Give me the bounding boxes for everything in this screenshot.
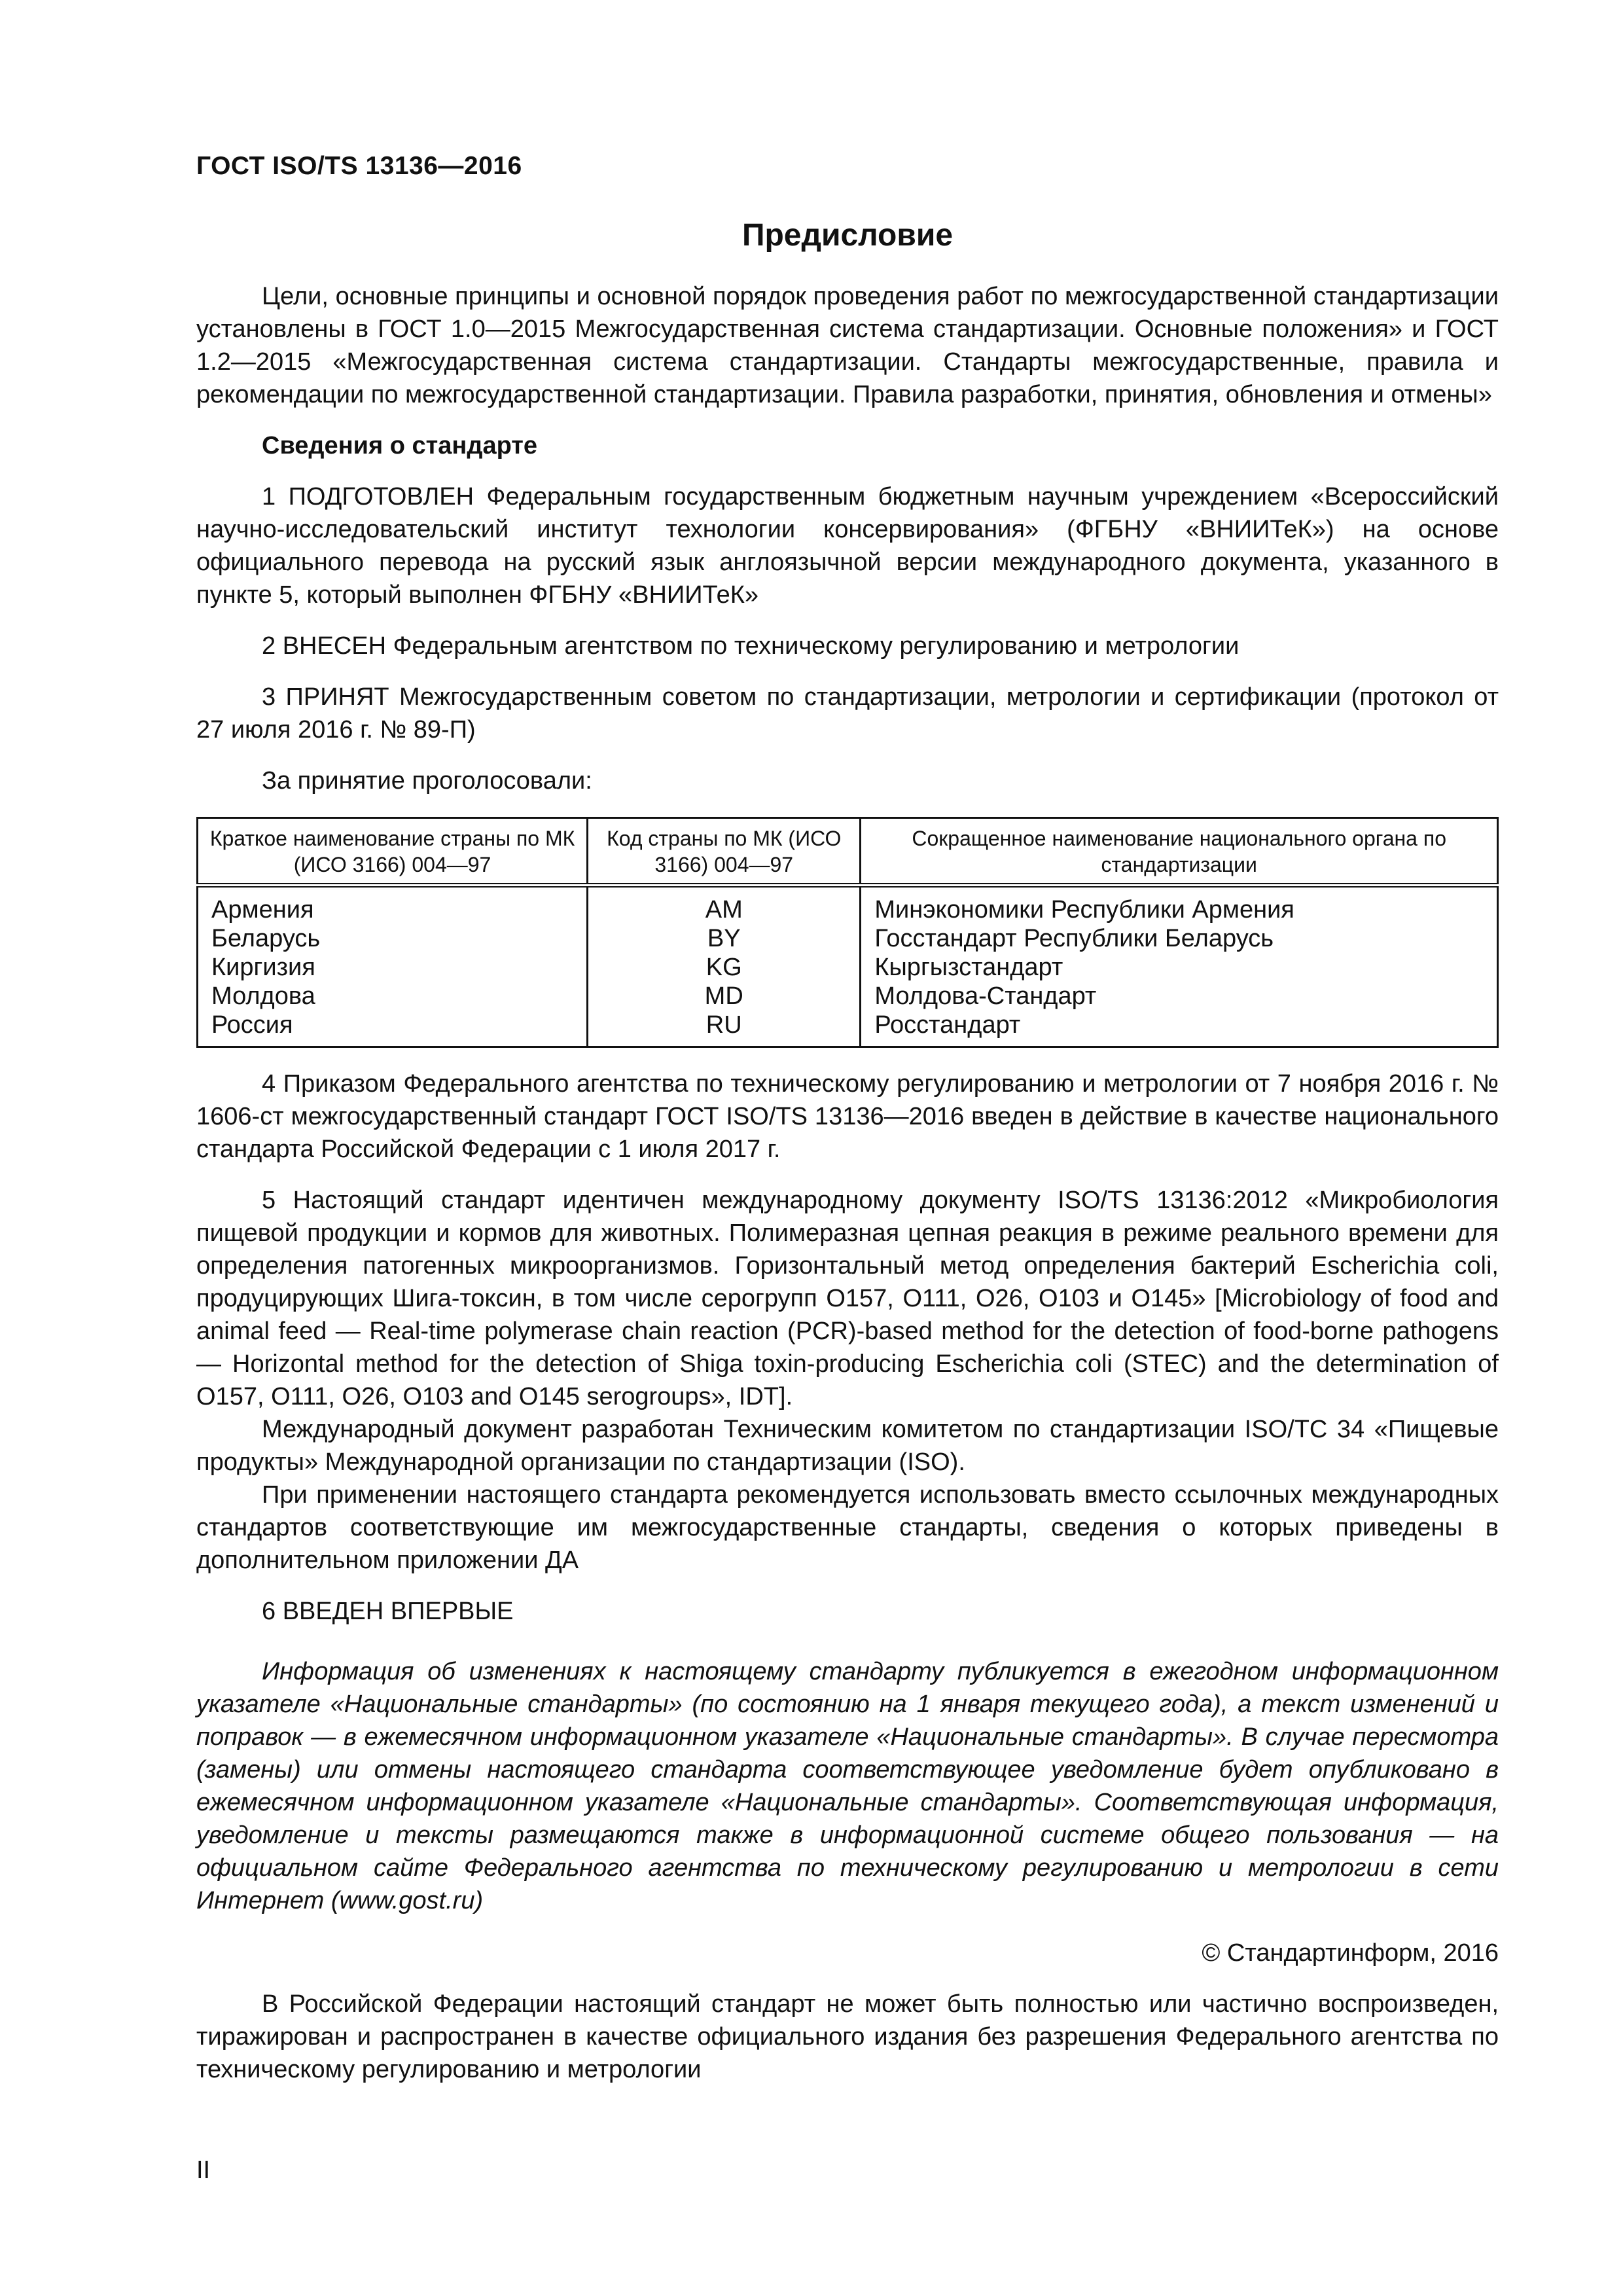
intro-paragraph: Цели, основные принципы и основной порядок проведения работ по межгосударственной стандартизации установлены в ГОСТ 1.0—2015 Межгосударственная система стандартизации. Основные положения» и ГОСТ 1.2—2015 «Межгосударственная система стандартизации. Стандарты межгосударственные, правила и рекомендации по межгосударственной стандартизации. Правила разработки, принятия, обновления и отмены»: [196, 283, 1499, 408]
table-row: [198, 953, 1498, 982]
body-cell: Минэкономики Республики Армения: [861, 886, 1498, 925]
item-5: 5 Настоящий стандарт идентичен международному документу ISO/TS 13136:2012 «Микробиология пищевой продукции и кормов для животных. Полимеразная цепная реакция в режиме реального времени для определения патогенных микроорганизмов. Горизонтальный метод определения бактерий Escherichia coli, продуцирующих Шига-токсин, в том числе серогрупп O157, O111, O26, O103 и O145» [Microbiology of food and animal feed — Real-time polymerase chain reaction (PCR)-based method for the detection of food-borne pathogens — Horizontal method for the detection of Shiga toxin-producing Escherichia coli (STEC) and the determination of O157, O111, O26, O103 and O145 serogroups», IDT].: [196, 1187, 1499, 1410]
voting-table: [196, 817, 1499, 1048]
table-row: [198, 886, 1498, 925]
code-cell: BY: [588, 924, 861, 953]
item-3: 3 ПРИНЯТ Межгосударственным советом по стандартизации, метрологии и сертификации (протокол от 27 июля 2016 г. № 89-П): [196, 683, 1499, 744]
code-cell: RU: [588, 1011, 861, 1047]
table-header-row: [198, 818, 1498, 886]
country-cell: Армения: [198, 886, 588, 925]
body-cell: Госстандарт Республики Беларусь: [861, 924, 1498, 953]
item-2: 2 ВНЕСЕН Федеральным агентством по техническому регулированию и метрологии: [262, 632, 1240, 660]
country-cell: Киргизия: [198, 953, 588, 982]
copyright: © Стандартинформ, 2016: [1202, 1939, 1499, 1967]
column-header-code: Код страны по МК (ИСО 3166) 004—97: [588, 818, 861, 886]
body-cell: Росстандарт: [861, 1011, 1498, 1047]
changes-notice: Информация об изменениях к настоящему стандарту публикуется в ежегодном информационном указателе «Национальные стандарты» (по состоянию на 1 января текущего года), а текст изменений и поправок — в ежемесячном информационном указателе «Национальные стандарты». В случае пересмотра (замены) или отмены настоящего стандарта соответствующее уведомление будет опубликовано в ежемесячном информационном указателе «Национальные стандарты». Соответствующая информация, уведомление и тексты размещаются также в информационной системе общего пользования — на официальном сайте Федерального агентства по техническому регулированию и метрологии в сети Интернет (www.gost.ru): [196, 1658, 1499, 1914]
document-header: ГОСТ ISO/TS 13136—2016: [196, 152, 522, 180]
code-cell: MD: [588, 982, 861, 1011]
body-cell: Молдова-Стандарт: [861, 982, 1498, 1011]
item-4: 4 Приказом Федерального агентства по техническому регулированию и метрологии от 7 ноября 2016 г. № 1606-ст межгосударственный стандарт ГОСТ ISO/TS 13136—2016 введен в действие в качестве национального стандарта Российской Федерации с 1 июля 2017 г.: [196, 1070, 1499, 1163]
code-cell: AM: [588, 886, 861, 925]
page-title: Предисловие: [741, 218, 954, 253]
item-1: 1 ПОДГОТОВЛЕН Федеральным государственным бюджетным научным учреждением «Всероссийский научно-исследовательский институт технологии консервирования» (ФГБНУ «ВНИИТеК») на основе официального перевода на русский язык англоязычной версии международного документа, указанного в пункте 5, который выполнен ФГБНУ «ВНИИТеК»: [196, 483, 1499, 609]
country-cell: Россия: [198, 1011, 588, 1047]
page-number: II: [196, 2157, 211, 2184]
country-cell: Молдова: [198, 982, 588, 1011]
item-5-usage: При применении настоящего стандарта рекомендуется использовать вместо ссылочных международных стандартов соответствующие им межгосударственные стандарты, сведения о которых приведены в дополнительном приложении ДА: [196, 1481, 1499, 1574]
info-heading: Сведения о стандарте: [262, 432, 538, 459]
item-6: 6 ВВЕДЕН ВПЕРВЫЕ: [262, 1598, 514, 1625]
body-cell: Кыргызстандарт: [861, 953, 1498, 982]
code-cell: KG: [588, 953, 861, 982]
column-header-body: Сокращенное наименование национального органа по стандартизации: [861, 818, 1498, 886]
table-row: [198, 1011, 1498, 1047]
rights-notice: В Российской Федерации настоящий стандарт не может быть полностью или частично воспроизведен, тиражирован и распространен в качестве официального издания без разрешения Федерального агентства по техническому регулированию и метрологии: [196, 1990, 1499, 2083]
column-header-country: Краткое наименование страны по МК (ИСО 3166) 004—97: [198, 818, 588, 886]
table-row: [198, 982, 1498, 1011]
item-5-developed: Международный документ разработан Техническим комитетом по стандартизации ISO/TC 34 «Пищевые продукты» Международной организации по стандартизации (ISO).: [196, 1416, 1499, 1476]
voted-label: За принятие проголосовали:: [262, 767, 592, 795]
document-page: [196, 152, 1499, 2086]
country-cell: Беларусь: [198, 924, 588, 953]
table-row: [198, 924, 1498, 953]
